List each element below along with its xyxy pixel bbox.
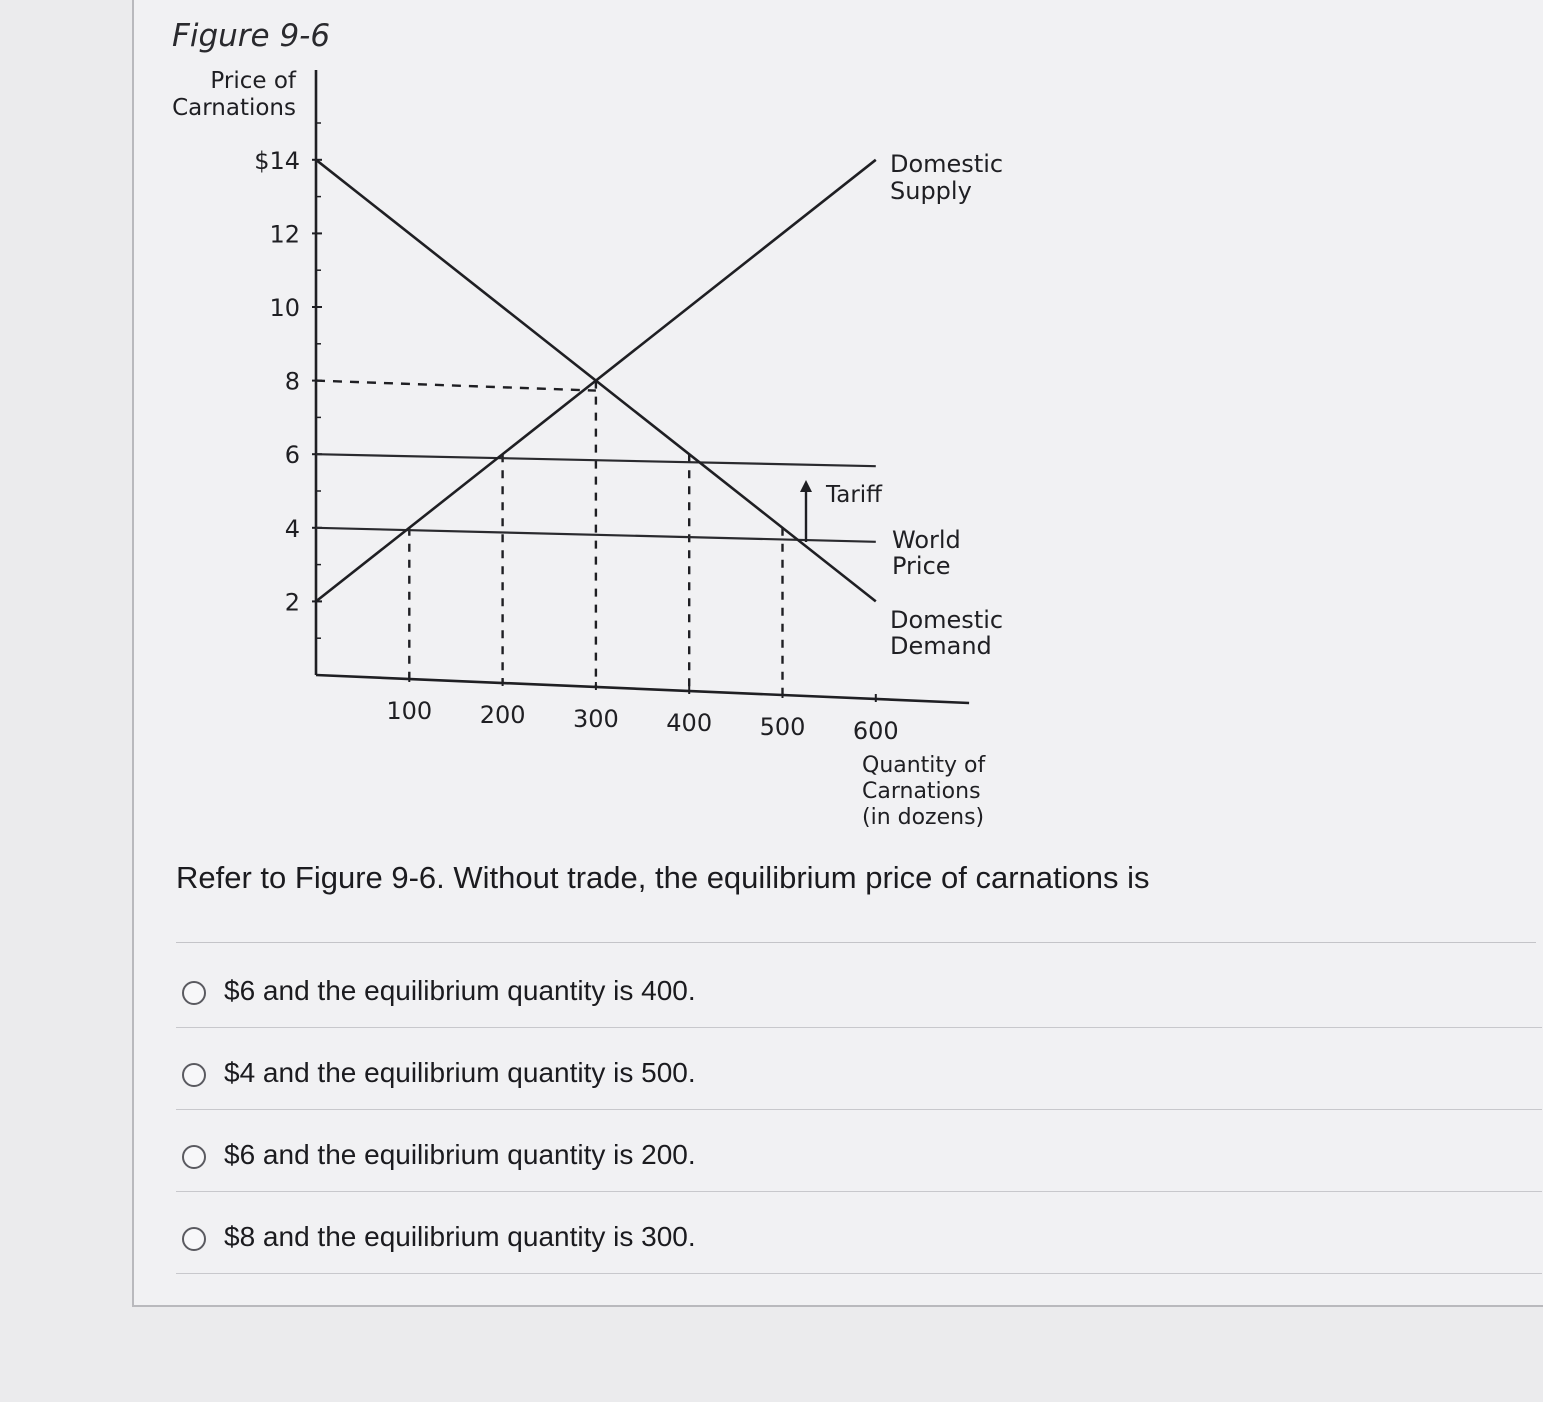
radio-button-icon[interactable] [182,981,206,1005]
x-tick-label: 600 [852,717,899,745]
y-tick-label: 2 [284,588,300,617]
x-axis-title: (in dozens) [862,805,985,830]
y-axis-title: Carnations [172,95,296,121]
y-tick-label: 4 [284,514,300,543]
x-tick-label: 400 [666,709,713,737]
x-tick-label: 300 [572,705,619,733]
tariff-label: Tariff [826,482,883,508]
x-axis-title: Quantity of [862,753,986,778]
option-divider [176,1191,1542,1192]
supply-label: Supply [890,177,972,205]
y-tick-label: $14 [254,146,300,175]
answer-option-4[interactable] [182,1221,1542,1303]
question-divider [176,942,1536,943]
x-tick-label: 100 [386,697,433,725]
answer-option-label: $4 and the equilibrium quantity is 500. [224,1057,696,1088]
radio-button-icon[interactable] [182,1145,206,1169]
y-tick-label: 10 [269,294,300,322]
answer-option-label: $6 and the equilibrium quantity is 200. [224,1139,696,1170]
tariff-arrowhead-icon [800,480,812,492]
option-divider [176,1027,1542,1028]
figure-title: Figure 9-6 [172,18,331,54]
y-tick-label: 12 [269,220,300,249]
demand-label: Demand [890,632,992,660]
y-tick-label: 6 [284,441,300,470]
x-axis-title: Carnations [862,779,981,804]
x-tick-label: 500 [759,713,806,741]
y-tick-label: 8 [284,367,300,396]
option-divider [176,1109,1542,1110]
answer-option-label: $8 and the equilibrium quantity is 300. [224,1221,696,1252]
x-tick-label: 200 [479,701,526,729]
answer-option-3[interactable] [182,1139,1542,1221]
answer-options [182,975,1542,1303]
answer-option-1[interactable] [182,975,1542,1057]
option-divider [176,1273,1542,1274]
answer-option-2[interactable] [182,1057,1542,1139]
radio-button-icon[interactable] [182,1227,206,1251]
world-price-label: Price [892,552,951,580]
supply-label: Domestic [890,150,1004,178]
answer-option-label: $6 and the equilibrium quantity is 400. [224,975,696,1006]
question-text: Refer to Figure 9-6. Without trade, the equilibrium price of carnations is [176,860,1150,895]
world-price-label: World [892,526,961,554]
radio-button-icon[interactable] [182,1063,206,1087]
supply-demand-chart [150,60,1030,850]
y-axis-title: Price of [210,68,296,94]
demand-label: Domestic [890,606,1004,634]
dashed-guide-horizontal [316,381,596,391]
